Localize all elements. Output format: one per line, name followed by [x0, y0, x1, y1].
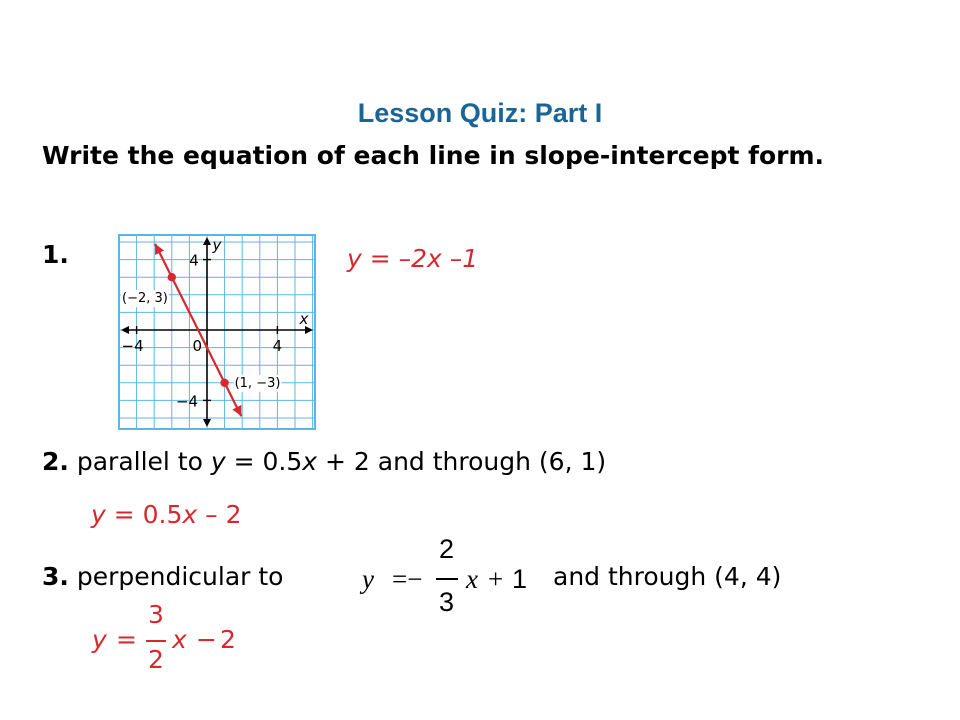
question-2-answer — [91, 500, 242, 529]
q3-answer-minus: − — [196, 625, 217, 654]
q3-eq-plus: + — [488, 564, 504, 594]
q3-eq-den: 3 — [439, 587, 455, 617]
instructions: Write the equation of each line in slope-intercept form. — [42, 141, 825, 170]
question-1-answer: y = –2x –1 — [347, 244, 479, 273]
graph-point-1-label: (−2, 3) — [122, 291, 168, 307]
x-axis-arrow-left — [121, 326, 129, 334]
question-3-lead — [42, 562, 283, 591]
y-axis-arrow-top — [203, 237, 211, 245]
page-title: Lesson Quiz: Part I — [357, 98, 603, 128]
graph-grid — [119, 235, 315, 429]
y-axis-label: y — [212, 236, 222, 254]
question-2-text-before: parallel to — [76, 447, 211, 476]
q2-answer-y: y — [91, 500, 106, 529]
q1-graph — [118, 234, 316, 430]
q3-answer-equals: = — [116, 625, 137, 654]
tick-label-x-neg4: −4 — [121, 337, 144, 355]
q2-eq-y: y — [210, 447, 226, 476]
question-1-number: 1. — [42, 240, 69, 269]
q3-eq-const: 1 — [512, 564, 528, 594]
q3-eq-equals-neg: =− — [392, 564, 423, 594]
graph-point-1 — [168, 273, 176, 281]
question-3-text-before: perpendicular to — [76, 562, 284, 591]
question-3-equation — [362, 530, 547, 626]
question-2-text-after: + 2 and through (6, 1) — [317, 447, 607, 476]
q2-eq-mid: = 0.5 — [225, 447, 303, 476]
x-axis-label: x — [299, 310, 309, 328]
q3-eq-y: y — [362, 564, 374, 594]
tick-label-y-4: 4 — [189, 251, 199, 270]
question-3-text-after: and through (4, 4) — [553, 562, 782, 591]
question-3-number: 3. — [42, 562, 69, 591]
tick-label-x-4: 4 — [272, 337, 283, 355]
q3-eq-fraction-bar — [436, 578, 458, 580]
q3-answer-num: 3 — [148, 600, 164, 629]
q3-answer-den: 2 — [148, 645, 164, 674]
tick-label-y-neg4: −4 — [175, 392, 199, 411]
q3-eq-x: x — [466, 564, 478, 594]
graph-point-2 — [220, 379, 228, 387]
tick-label-origin: 0 — [192, 337, 202, 355]
q3-answer-y: y — [92, 625, 107, 654]
y-axis-arrow-bottom — [203, 419, 211, 427]
q2-eq-x: x — [302, 447, 318, 476]
question-2 — [42, 447, 606, 476]
question-2-number: 2. — [42, 447, 69, 476]
q3-answer-fraction-bar — [146, 640, 166, 642]
q2-answer-mid: = 0.5 — [105, 500, 183, 529]
question-3-answer — [92, 600, 252, 683]
q2-answer-tail: – 2 — [197, 500, 242, 529]
q3-answer-const: 2 — [220, 625, 236, 654]
graph-point-2-label: (1, −3) — [234, 375, 281, 391]
q3-eq-num: 2 — [439, 534, 455, 564]
q2-answer-x: x — [182, 500, 198, 529]
q3-answer-x: x — [172, 625, 187, 654]
graph-axes — [121, 237, 313, 427]
